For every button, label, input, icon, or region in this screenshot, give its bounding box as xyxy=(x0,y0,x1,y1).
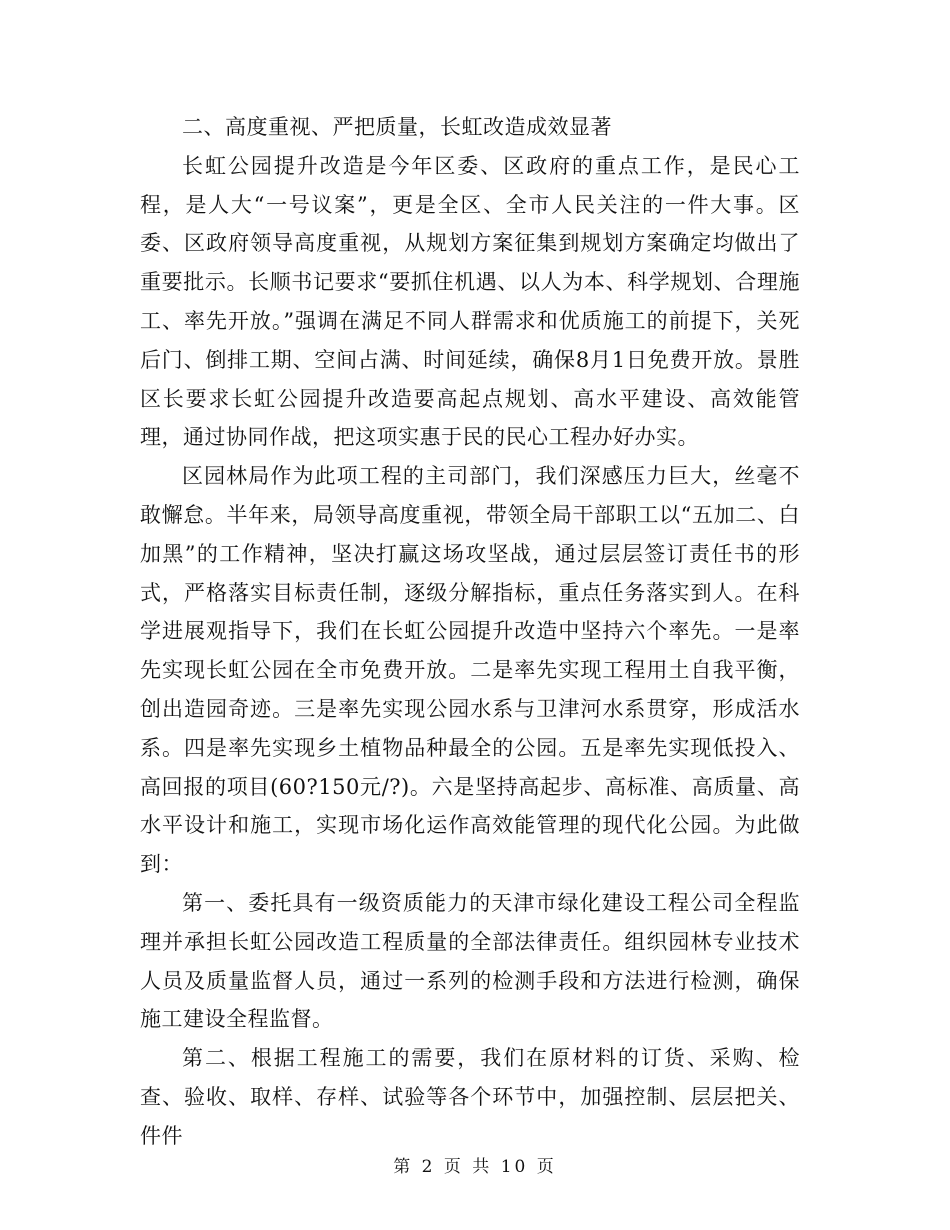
section-heading: 二、高度重视、严把质量，长虹改造成效显著 xyxy=(182,115,612,139)
paragraph-2: 区园林局作为此项工程的主司部门，我们深感压力巨大，丝毫不敢懈怠。半年来，局领导高度重视，带领全局干部职工以“五加二、白加黑”的工作精神，坚决打赢这场攻坚战，通过层层签订责任书的形式，严格落实目标责任制，逐级分解指标，重点任务落实到人。在科学进展观指导下，我们在长虹公园提升改造中坚持六个率先。一是率先实现长虹公园在全市免费开放。二是率先实现工程用土自我平衡，创出造园奇迹。三是率先实现公园水系与卫津河水系贯穿，形成活水系。四是率先实现乡土植物品种最全的公园。五是率先实现低投入、高回报的项目(60?150元/?)。六是坚持高起步、高标准、高质量、高水平设计和施工，实现市场化运作高效能管理的现代化公园。为此做到： xyxy=(140,464,800,877)
document-body xyxy=(140,108,800,1156)
page-footer: 第 2 页 共 10 页 xyxy=(393,1157,557,1177)
paragraph-1: 长虹公园提升改造是今年区委、区政府的重点工作，是民心工程，是人大“一号议案”，更是全区、全市人民关注的一件大事。区委、区政府领导高度重视，从规划方案征集到规划方案确定均做出了重要批示。长顺书记要求“要抓住机遇、以人为本、科学规划、合理施工、率先开放。”强调在满足不同人群需求和优质施工的前提下，关死后门、倒排工期、空间占满、时间延续，确保8月1日免费开放。景胜区长要求长虹公园提升改造要高起点规划、高水平建设、高效能管理，通过协同作战，把这项实惠于民的民心工程办好办实。 xyxy=(140,153,800,450)
paragraph-4: 第二、根据工程施工的需要，我们在原材料的订货、采购、检查、验收、取样、存样、试验等各个环节中，加强控制、层层把关、件件 xyxy=(140,1046,800,1148)
paragraph-3: 第一、委托具有一级资质能力的天津市绿化建设工程公司全程监理并承担长虹公园改造工程质量的全部法律责任。组织园林专业技术人员及质量监督人员，通过一系列的检测手段和方法进行检测，确保施工建设全程监督。 xyxy=(140,890,800,1032)
